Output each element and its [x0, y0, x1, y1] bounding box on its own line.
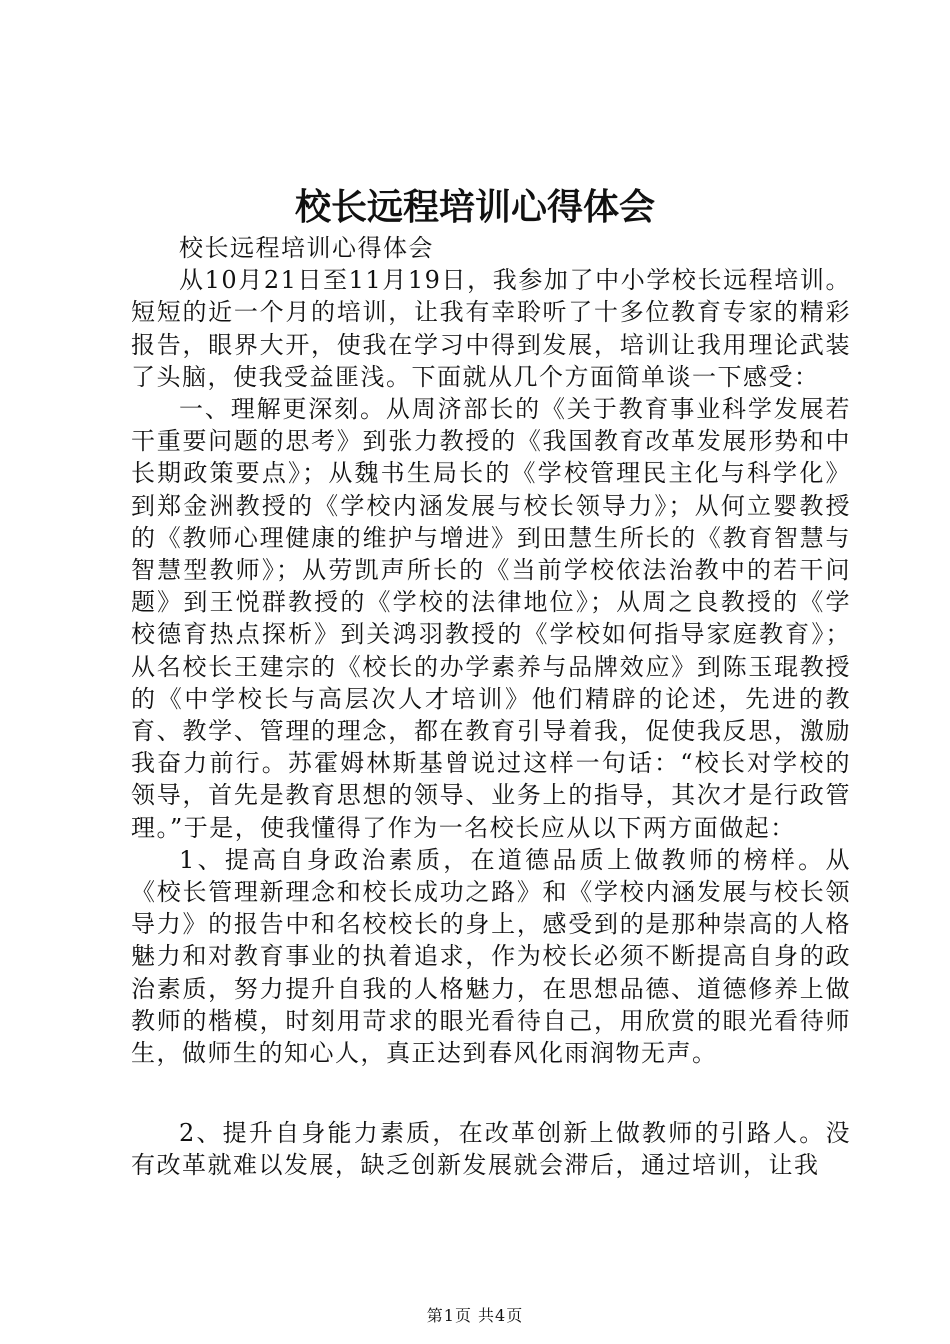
- paragraph-point-two: 2、提升自身能力素质，在改革创新上做教师的引路人。没有改革就难以发展，缺乏创新发展就会滞后，通过培训，让我: [131, 1119, 851, 1180]
- paragraph-point-one: 1、提高自身政治素质，在道德品质上做教师的榜样。从《校长管理新理念和校长成功之路》和《学校内涵发展与校长领导力》的报告中和名校校长的身上，感受到的是那种崇高的人格魅力和对教育事业的执着追求，作为校长必须不断提高自身的政治素质，努力提升自我的人格魅力，在思想品德、道德修养上做教师的楷模，时刻用苛求的眼光看待自己，用欣赏的眼光看待师生，做师生的知心人，真正达到春风化雨润物无声。: [131, 845, 851, 1068]
- paragraph-intro: 从10月21日至11月19日，我参加了中小学校长远程培训。短短的近一个月的培训，让我有幸聆听了十多位教育专家的精彩报告，眼界大开，使我在学习中得到发展，培训让我用理论武装了头脑，使我受益匪浅。下面就从几个方面简单谈一下感受：: [131, 266, 851, 391]
- paragraph-section-one: 一、理解更深刻。从周济部长的《关于教育事业科学发展若干重要问题的思考》到张力教授的《我国教育改革发展形势和中长期政策要点》；从魏书生局长的《学校管理民主化与科学化》到郑金洲教授的《学校内涵发展与校长领导力》；从何立婴教授的《教师心理健康的维护与增进》到田慧生所长的《教育智慧与智慧型教师》；从劳凯声所长的《当前学校依法治教中的若干问题》到王悦群教授的《学校的法律地位》；从周之良教授的《学校德育热点探析》到关鸿羽教授的《学校如何指导家庭教育》；从名校长王建宗的《校长的办学素养与品牌效应》到陈玉琨教授的《中学校长与高层次人才培训》他们精辟的论述，先进的教育、教学、管理的理念，都在教育引导着我，促使我反思，激励我奋力前行。苏霍姆林斯基曾说过这样一句话：“校长对学校的领导，首先是教育思想的领导、业务上的指导，其次才是行政管理。”于是，使我懂得了作为一名校长应从以下两方面做起：: [131, 395, 851, 842]
- page-title: 校长远程培训心得体会: [294, 187, 655, 228]
- document-body-continued: [131, 1117, 851, 1181]
- page-footer: 第1页 共4页: [426, 1306, 524, 1325]
- document-subtitle: 校长远程培训心得体会: [179, 234, 434, 262]
- document-body: [131, 232, 851, 1069]
